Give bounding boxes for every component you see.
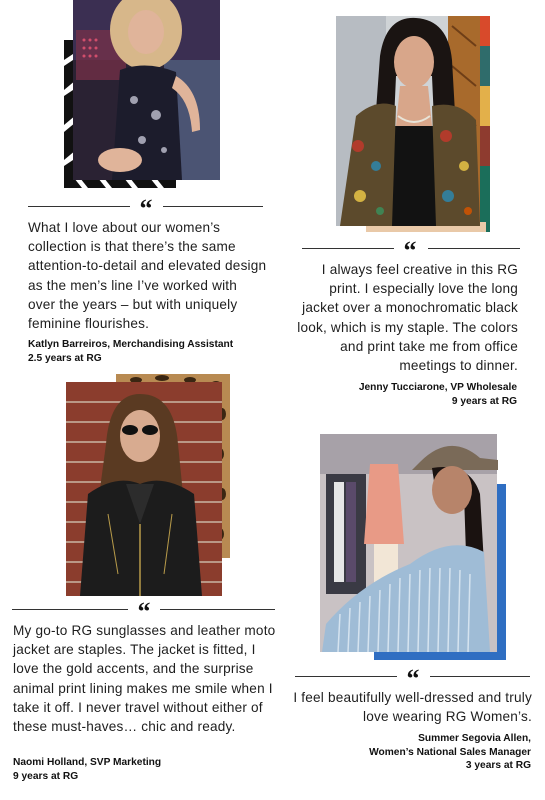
testimonial-quote: I always feel creative in this RG print. I especially love the long jacket over a monochromatic black look, which is my staple. The colors and print take me from office meetings to dinner.: [297, 262, 518, 374]
divider-right: [163, 206, 263, 207]
testimonial-attribution: [28, 338, 288, 365]
attribution-tenure: 2.5 years at RG: [28, 352, 102, 364]
divider-right: [430, 676, 530, 677]
divider-left: [12, 609, 128, 610]
testimonial-quote: I feel beautifully well-dressed and truly love wearing RG Women’s.: [293, 690, 532, 725]
attribution-name-role: Jenny Tucciarone, VP Wholesale: [358, 382, 517, 393]
attribution-role: Women’s National Sales Manager: [369, 746, 531, 758]
divider-right: [428, 248, 520, 249]
attribution-name: Summer Segovia Allen,: [418, 733, 531, 744]
attribution-tenure: 9 years at RG: [13, 770, 79, 782]
photo-jenny: [336, 16, 490, 232]
attribution-name-role: Katlyn Barreiros, Merchandising Assistant: [28, 339, 234, 350]
testimonial-attribution: [13, 756, 273, 783]
testimonial-attribution: [260, 381, 517, 408]
testimonial-attribution: [260, 732, 531, 773]
quote-icon: “: [403, 236, 417, 265]
photo-summer: [320, 434, 506, 660]
quote-icon: “: [137, 597, 151, 626]
quote-icon: “: [139, 194, 153, 223]
quote-icon: “: [406, 664, 420, 693]
divider-left: [302, 248, 394, 249]
divider-left: [28, 206, 130, 207]
testimonial-quote: My go-to RG sunglasses and leather moto jacket are staples. The jacket is fitted, I love the gold accents, and the surprise animal print lining makes me smile when I take it off. I never travel without either of these must-haves… chic and ready.: [13, 623, 276, 735]
attribution-tenure: 3 years at RG: [465, 760, 531, 771]
photo-naomi: [66, 374, 230, 596]
divider-left: [295, 676, 397, 677]
photo-katlyn: [64, 0, 220, 188]
divider-right: [160, 609, 275, 610]
attribution-name-role: Naomi Holland, SVP Marketing: [13, 757, 162, 768]
attribution-tenure: 9 years at RG: [451, 395, 517, 407]
testimonial-quote: What I love about our women’s collection is that there’s the same attention-to-detail and elevated design as the men’s line I’ve worked with over the years – but with uniquely feminine flourishes.: [28, 220, 267, 332]
